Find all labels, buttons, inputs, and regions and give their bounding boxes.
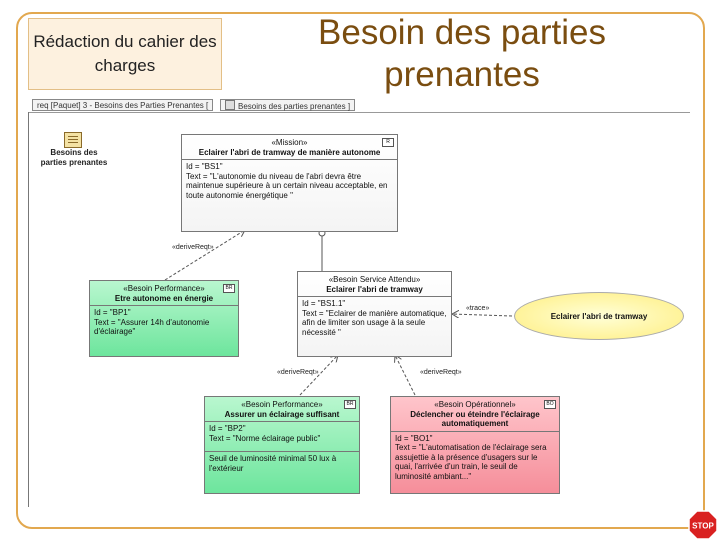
requirement-name: Assurer un éclairage suffisant xyxy=(224,409,340,419)
energy-requirement-block[interactable] xyxy=(89,280,239,357)
stop-button[interactable] xyxy=(688,510,718,540)
tab-label: Besoins des parties prenantes ] xyxy=(238,102,351,111)
service-block[interactable] xyxy=(297,271,452,357)
stop-label: STOP xyxy=(692,521,714,531)
block-type-icon: R xyxy=(382,138,394,147)
derive-label-left: «deriveReqt» xyxy=(277,369,319,376)
mission-block[interactable] xyxy=(181,134,398,232)
stereotype-label: «Besoin Service Attendu» xyxy=(328,275,421,284)
block-type-icon: BR xyxy=(344,400,356,409)
block-type-icon: BR xyxy=(223,284,235,293)
requirement-text: Id = "BS1.1" Text = "Eclairer de manière automatique, afin de limiter son usage à la seule nécessité " xyxy=(302,299,447,337)
block-type-icon: BO xyxy=(544,400,556,409)
stereotype-label: «Besoin Performance» xyxy=(123,284,205,293)
requirement-name: Etre autonome en énergie xyxy=(114,293,214,303)
section-title-text: Rédaction du cahier des charges xyxy=(33,32,217,75)
page-title: Besoin des parties prenantes xyxy=(318,13,606,94)
trace-label: «trace» xyxy=(466,305,490,312)
stereotype-label: «Besoin Performance» xyxy=(241,400,323,409)
stereotype-label: «Besoin Opérationnel» xyxy=(434,400,516,409)
derive-link-right xyxy=(395,355,415,395)
requirement-note: Seuil de luminosité minimal 50 lux à l'extérieur xyxy=(205,451,359,475)
stereotype-label: «Mission» xyxy=(271,138,308,147)
use-case-label: Eclairer l'abri de tramway xyxy=(550,311,648,321)
requirement-text: Id = "BP2" Text = "Norme éclairage public" xyxy=(209,424,321,443)
operational-requirement-block[interactable] xyxy=(390,396,560,494)
requirement-text: Id = "BP1" Text = "Assurer 14h d'autonomie d'éclairage" xyxy=(94,308,210,336)
derive-label-right: «deriveReqt» xyxy=(420,369,462,376)
package-label: Besoins des parties prenantes xyxy=(40,148,108,167)
requirement-name: Eclairer l'abri de tramway de manière autonome xyxy=(198,147,381,157)
requirement-text: Id = "BS1" Text = "L'autonomie du niveau de l'abri devra être maintenue supérieure à un certain niveau acceptable, en toute autonomie énergétique " xyxy=(186,162,388,200)
requirement-text: Id = "BO1" Text = "L'automatisation de l'éclairage sera assujettie à la présence d'usagers sur le quai, l'arrivée d'un train, le seuil de luminosité ambiant..." xyxy=(395,433,547,481)
trace-link xyxy=(452,314,512,316)
lighting-requirement-block[interactable] xyxy=(204,396,360,494)
requirement-name: Déclencher ou éteindre l'éclairage automatiquement xyxy=(410,409,540,428)
derive-label-top: «deriveReqt» xyxy=(172,244,214,251)
requirement-name: Eclairer l'abri de tramway xyxy=(326,284,423,294)
derive-link-top xyxy=(165,230,245,280)
use-case-ellipse[interactable] xyxy=(514,292,684,340)
tab-label: req [Paquet] 3 - Besoins des Parties Prenantes [ xyxy=(37,101,209,110)
